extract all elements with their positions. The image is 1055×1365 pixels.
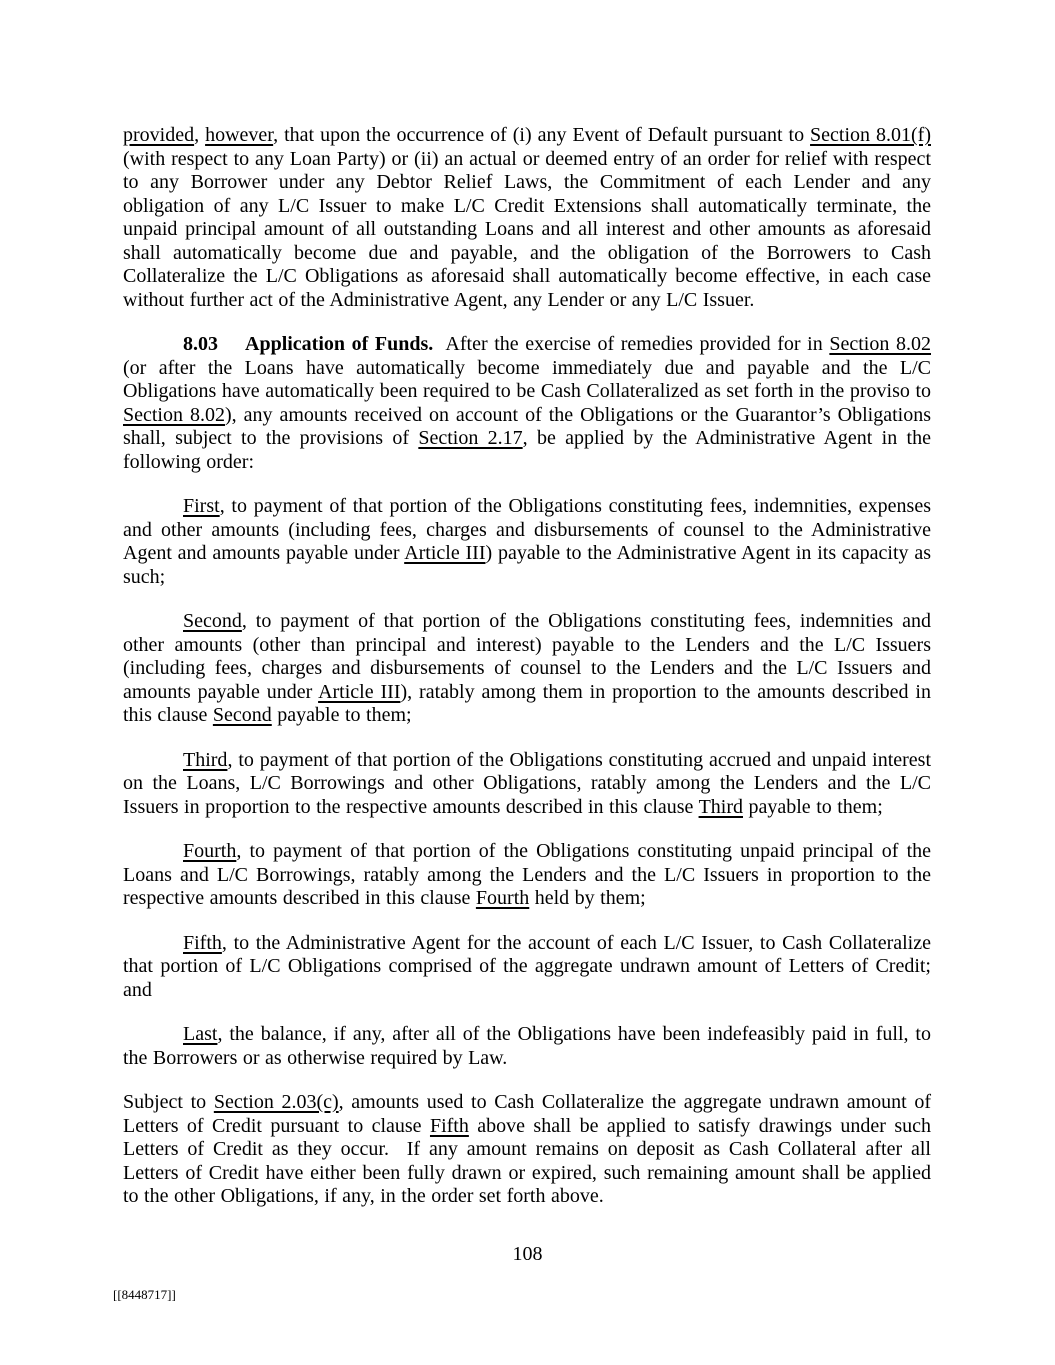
text-run: , to payment of that portion of the Obligations constituting unpaid principal of the Loans and L/C Borrowings, ratably among the Lenders and the L/C Issuers in proportion to the respective amounts described in this clause bbox=[123, 840, 931, 909]
text-run: , that upon the occurrence of (i) any Event of Default pursuant to bbox=[273, 124, 811, 146]
text-run: held by them; bbox=[529, 887, 646, 909]
para-proviso bbox=[123, 124, 931, 312]
text-run: , amounts used to Cash Collateralize the aggregate undrawn amount of Letters of Credit pursuant to clause bbox=[123, 1091, 931, 1137]
text-run: ), ratably among them in proportion to the amounts described in this clause bbox=[123, 680, 931, 726]
underlined-reference: Section 8.02 bbox=[123, 403, 225, 426]
text-run: payable to them; bbox=[271, 704, 412, 726]
underlined-reference: Article III bbox=[404, 542, 486, 564]
para-section-8-03 bbox=[123, 333, 931, 474]
underlined-reference: Third bbox=[698, 795, 743, 818]
para-clause-third bbox=[123, 749, 931, 820]
underlined-reference: however bbox=[205, 124, 274, 146]
text-run: , bbox=[194, 124, 206, 146]
page-number: 108 bbox=[512, 1243, 543, 1265]
underlined-reference: Section 8.02 bbox=[829, 333, 931, 355]
underlined-reference: Article III bbox=[318, 680, 401, 703]
para-clause-second bbox=[123, 610, 931, 728]
underlined-reference: Fourth bbox=[183, 840, 237, 862]
text-run: Subject to bbox=[123, 1091, 214, 1113]
text-run: above shall be applied to satisfy drawings under such Letters of Credit as they occur. If any amount remains on deposit as Cash Collateral after all Letters of Credit have either been fully drawn or expired, such remaining amount shall be applied to the other Obligations, if any, in the order set forth above. bbox=[123, 1114, 932, 1207]
bold-text: Application of Funds. bbox=[245, 333, 434, 355]
underlined-reference: Section 8.01(f) bbox=[810, 124, 931, 146]
text-run: payable to them; bbox=[743, 795, 883, 818]
underlined-reference: First bbox=[183, 495, 220, 517]
text-run: ) payable to the Administrative Agent in its capacity as such; bbox=[123, 542, 931, 588]
bold-text: 8.03 bbox=[183, 333, 218, 355]
document-id-footer: [[8448717]] bbox=[113, 1287, 176, 1302]
text-run: ), any amounts received on account of the Obligations or the Guarantor’s Obligations shall, subject to the provisions of bbox=[123, 403, 931, 449]
underlined-reference: Fourth bbox=[475, 887, 530, 909]
text-run: (with respect to any Loan Party) or (ii) an actual or deemed entry of an order for relief with respect to any Borrower under any Debtor Relief Laws, the Commitment of each Lender and any obligation of any L/C Issuer to make L/C Credit Extensions shall automatically terminate, the unpaid principal amount of all outstanding Loans and all interest and other amounts as aforesaid shall automatically become due and payable, and the obligation of the Borrowers to Cash Collateralize the L/C Obligations as aforesaid shall automatically become effective, in each case without further act of the Administrative Agent, any Lender or any L/C Issuer. bbox=[123, 147, 931, 311]
para-clause-last bbox=[123, 1023, 931, 1070]
text-run: (or after the Loans have automatically become immediately due and payable and the L/C Obligations have automatically been required to be Cash Collateralized as set forth in the proviso to bbox=[123, 356, 931, 402]
underlined-reference: Last bbox=[183, 1023, 218, 1045]
text-run: , to the Administrative Agent for the account of each L/C Issuer, to Cash Collateralize that portion of L/C Obligations comprised of the aggregate undrawn amount of Letters of Credit; and bbox=[123, 931, 931, 1001]
underlined-reference: provided bbox=[123, 124, 195, 146]
para-clause-fourth bbox=[123, 840, 931, 911]
text-run: , be applied by the Administrative Agent in the following order: bbox=[123, 427, 931, 473]
underlined-reference: Fifth bbox=[429, 1114, 469, 1137]
underlined-reference: Fifth bbox=[183, 931, 222, 954]
underlined-reference: Second bbox=[212, 704, 272, 726]
underlined-reference: Section 2.03(c) bbox=[213, 1091, 339, 1113]
text-run: , to payment of that portion of the Obligations constituting fees, indemnities and other amounts (other than principal and interest) payable to the Lenders and the L/C Issuers (including fees, charges and disbursements of counsel to the Lenders and the L/C Issuers and amounts payable under bbox=[123, 610, 931, 703]
underlined-reference: Second bbox=[183, 610, 242, 632]
para-clause-fifth bbox=[123, 932, 931, 1003]
underlined-reference: Third bbox=[183, 748, 228, 771]
para-cash-collateral bbox=[123, 1091, 931, 1209]
document-body bbox=[123, 124, 931, 1230]
text-run: After the exercise of remedies provided for in bbox=[433, 333, 830, 355]
text-run: , to payment of that portion of the Obligations constituting accrued and unpaid interest on the Loans, L/C Borrowings and other Obligations, ratably among the Lenders and the L/C Issuers in proportion to the respective amounts described in this clause bbox=[123, 748, 931, 818]
text-run: , the balance, if any, after all of the Obligations have been indefeasibly paid in full, to the Borrowers or as otherwise required by Law. bbox=[123, 1023, 931, 1069]
para-clause-first bbox=[123, 495, 931, 589]
underlined-reference: Section 2.17 bbox=[418, 427, 523, 449]
text-run: , to payment of that portion of the Obligations constituting fees, indemnities, expenses and other amounts (including fees, charges and disbursements of counsel to the Administrative Agent and amounts payable under bbox=[123, 495, 931, 564]
